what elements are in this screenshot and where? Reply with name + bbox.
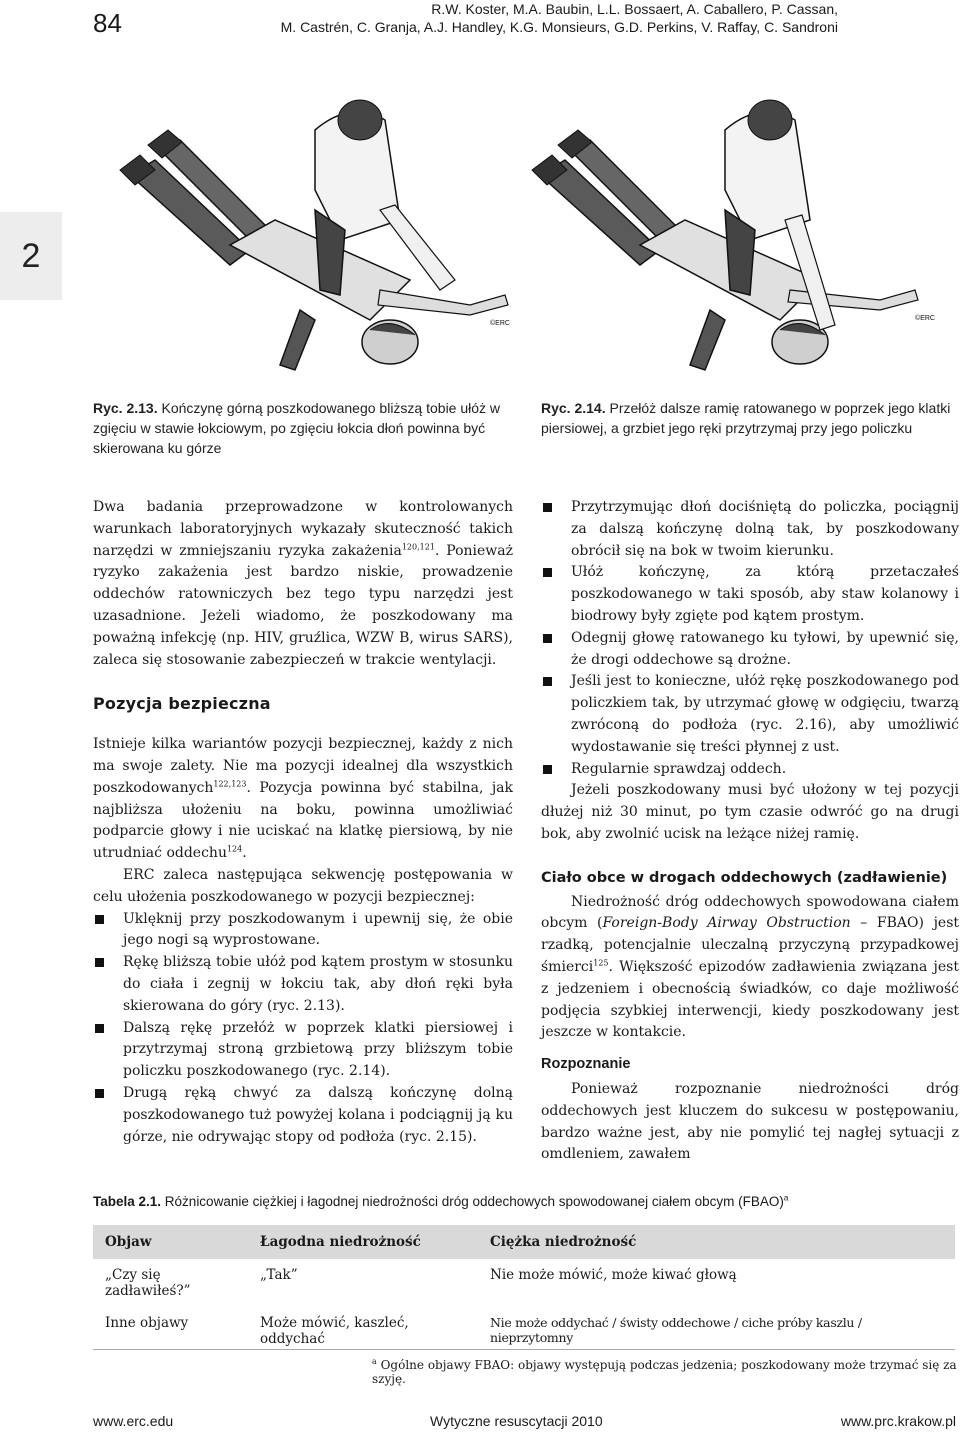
left-column <box>93 497 513 1148</box>
section-title: Ciało obce w drogach oddechowych (zadławienie) <box>541 869 948 886</box>
table-footnote <box>372 1358 960 1386</box>
table-cell: Inne objawy <box>105 1315 189 1331</box>
paragraph <box>93 734 513 865</box>
text-run: . <box>242 845 247 862</box>
table-header-row <box>93 1225 955 1259</box>
paragraph: Ponieważ rozpoznanie niedrożności dróg oddechowych jest kluczem do sukcesu w postępowaniu, bardzo ważne jest, aby nie pomylić tej nagłej sytuacji z omdleniem, zawałem <box>541 1080 959 1163</box>
bullet-list <box>93 909 513 1149</box>
list-item <box>93 909 513 953</box>
column-header: Ciężka niedrożność <box>490 1234 637 1250</box>
column-header: Objaw <box>105 1234 152 1250</box>
text-run: . Pozycja powinna być stabilna, jak najbliższa ułożeniu na boku, powinna umożliwiać podparcie głowy i nie uciskać na klatkę piersiową, by nie utrudniać oddechu <box>93 779 513 862</box>
square-bullet-icon <box>95 915 104 924</box>
page-number: 84 <box>93 8 122 38</box>
figure-caption-2-14 <box>541 398 956 438</box>
figure-2-14 <box>530 80 950 390</box>
citation: 120,121 <box>401 541 435 551</box>
list-item-text: Regularnie sprawdzaj oddech. <box>571 760 787 777</box>
list-item-text: Dalszą rękę przełóż w poprzek klatki piersiowej i przytrzymaj stroną grzbietową przy bliższym tobie policzku poszkodowanego (ryc. 2.14). <box>123 1019 513 1080</box>
text-run: Niedrożność dróg oddechowych spowodowana ciałem obcym ( <box>541 893 959 932</box>
text-run: . Większość epizodów zadławienia związana jest z jedzeniem i obecnością świadków, co daje możliwość podjęcia szybkiej interwencji, kiedy poszkodowany jest jeszcze w kontakcie. <box>541 958 959 1041</box>
list-item <box>93 952 513 1017</box>
citation: 125 <box>593 958 609 968</box>
square-bullet-icon <box>543 503 552 512</box>
figure-2-13 <box>110 80 530 390</box>
authors-line-1: R.W. Koster, M.A. Baubin, L.L. Bossaert, A. Caballero, P. Cassan, <box>431 1 838 17</box>
list-item-text: Rękę bliższą tobie ułóż pod kątem prostym w stosunku do ciała i zegnij w łokciu tak, aby dłoń ręki była skierowana do góry (ryc. 2.13). <box>123 954 513 1014</box>
square-bullet-icon <box>95 958 104 967</box>
table-label: Tabela 2.1. <box>93 1194 162 1209</box>
paragraph <box>93 497 513 671</box>
list-item <box>541 628 959 672</box>
citation: 122,123 <box>213 779 247 789</box>
erc-watermark: ©ERC <box>915 315 935 322</box>
table-title-text: Różnicowanie ciężkiej i łagodnej niedrożności dróg oddechowych spowodowanej ciałem obcym (FBAO) <box>161 1194 784 1209</box>
square-bullet-icon <box>95 1089 104 1098</box>
table-cell: Nie może oddychać / świsty oddechowe / ciche próby kaszlu / nieprzytomny <box>490 1315 862 1345</box>
subsection-title: Rozpoznanie <box>541 1056 631 1073</box>
text-run-italic: Foreign-Body Airway Obstruction <box>602 915 851 932</box>
bullet-list <box>541 497 959 780</box>
square-bullet-icon <box>543 765 552 774</box>
caption-label: Ryc. 2.14. <box>541 400 606 416</box>
authors-line-2: M. Castrén, C. Granja, A.J. Handley, K.G. Monsieurs, G.D. Perkins, V. Raffay, C. Sandroni <box>280 19 838 35</box>
caption-text: Przełóż dalsze ramię ratowanego w poprzek jego klatki piersiowej, a grzbiet jego ręki przytrzymaj przy jego policzku <box>541 400 951 436</box>
illustration-recovery-step-2 <box>530 80 950 390</box>
table-row <box>93 1299 955 1347</box>
list-item-text: Ułóż kończynę, za którą przetaczałeś poszkodowanego w taki sposób, aby staw kolanowy i biodrowy były zgięte pod kątem prostym. <box>571 564 959 624</box>
square-bullet-icon <box>543 677 552 686</box>
footnote-text: Ogólne objawy FBAO: objawy występują podczas jedzenia; poszkodowany może trzymać się za szyję. <box>372 1358 957 1386</box>
text-run: Istnieje kilka wariantów pozycji bezpiecznej, każdy z nich ma swoje zalety. Nie ma pozycji idealnej dla wszystkich poszkodowanych <box>93 736 513 796</box>
section-title: Pozycja bezpieczna <box>93 694 271 714</box>
list-item <box>93 1083 513 1148</box>
footer-link-prc[interactable]: www.prc.krakow.pl <box>840 1413 956 1429</box>
caption-text: Kończynę górną poszkodowanego bliższą tobie ułóż w zgięciu w stawie łokciowym, po zgięciu łokcia dłoń powinna być skierowana ku górze <box>93 400 501 456</box>
paragraph: ERC zaleca następująca sekwencję postępowania w celu ułożenia poszkodowanego w pozycji bezpiecznej: <box>93 866 513 905</box>
square-bullet-icon <box>543 634 552 643</box>
square-bullet-icon <box>95 1024 104 1033</box>
column-header: Łagodna niedrożność <box>260 1234 421 1250</box>
citation: 124 <box>226 844 243 854</box>
square-bullet-icon <box>543 568 552 577</box>
list-item-text: Jeśli jest to konieczne, ułóż rękę poszkodowanego pod policzkiem tak, by utrzymać głowę w odgięciu, twarzą zwróconą do podłoża (ryc. 2.16), aby umożliwić wydostawanie się treści płynnej z ust. <box>571 673 959 755</box>
erc-watermark: ©ERC <box>490 320 510 327</box>
table-cell: Może mówić, kaszleć, oddychać <box>260 1315 409 1347</box>
list-item <box>541 671 959 758</box>
table-cell: „Czy się zadławiłeś?” <box>105 1267 191 1299</box>
paragraph: Jeżeli poszkodowany musi być ułożony w tej pozycji dłużej niż 30 minut, po tym czasie odwróć go na drugi bok, aby zwolnić ucisk na leżące niżej ramię. <box>541 782 959 842</box>
list-item-text: Uklęknij przy poszkodowanym i upewnij się, że obie jego nogi są wyprostowane. <box>123 910 513 949</box>
table-cell: Nie może mówić, może kiwać głową <box>490 1267 737 1283</box>
text-run: – FBAO) jest rzadką, potencjalnie uleczalną przyczyną przypadkowej śmierci <box>541 915 960 975</box>
list-item <box>541 497 959 562</box>
table-bottom-rule <box>93 1349 955 1350</box>
list-item <box>541 759 959 781</box>
list-item <box>93 1018 513 1083</box>
footnote-marker: a <box>783 1193 789 1203</box>
illustration-recovery-step-1 <box>110 80 530 390</box>
table-title <box>93 1194 955 1209</box>
table-row <box>93 1259 955 1299</box>
caption-label: Ryc. 2.13. <box>93 400 158 416</box>
list-item-text: Drugą ręką chwyć za dalszą kończynę dolną poszkodowanego tuż powyżej kolana i podciągnij ją ku górze, nie odrywając stopy od podłoża (ryc. 2.15). <box>123 1084 513 1145</box>
list-item <box>541 562 959 627</box>
table-2-1 <box>93 1194 955 1347</box>
figure-caption-2-13 <box>93 398 513 458</box>
footer-link-erc[interactable]: www.erc.edu <box>93 1413 174 1429</box>
footnote-marker: a <box>372 1357 377 1366</box>
footer-title: Wytyczne resuscytacji 2010 <box>430 1413 603 1429</box>
list-item-text: Przytrzymując dłoń dociśniętą do policzka, pociągnij za dalszą kończynę dolną tak, by poszkodowany obrócił się na bok w twoim kierunku. <box>571 499 959 559</box>
text-run: Dwa badania przeprowadzone w kontrolowanych warunkach laboratoryjnych wykazały skuteczność takich narzędzi w zmniejszaniu ryzyka zakażenia <box>93 499 513 559</box>
chapter-tab: 2 <box>0 212 62 300</box>
authors-header <box>238 0 838 36</box>
text-run: . Ponieważ ryzyko zakażenia jest bardzo niskie, prowadzenie oddechów ratowniczych bez tego typu narzędzi jest uzasadnione. Jeżeli wiadomo, że poszkodowany ma poważną infekcję (np. HIV, gruźlica, WZW B, wirus SARS), zaleca się stosowanie zabezpieczeń w trakcie wentylacji. <box>93 542 513 668</box>
list-item-text: Odegnij głowę ratowanego ku tyłowi, by upewnić się, że drogi oddechowe są drożne. <box>571 629 959 668</box>
right-column <box>541 497 959 1166</box>
fbao-table <box>93 1225 955 1347</box>
table-cell: „Tak” <box>260 1267 298 1283</box>
paragraph <box>541 892 959 1045</box>
